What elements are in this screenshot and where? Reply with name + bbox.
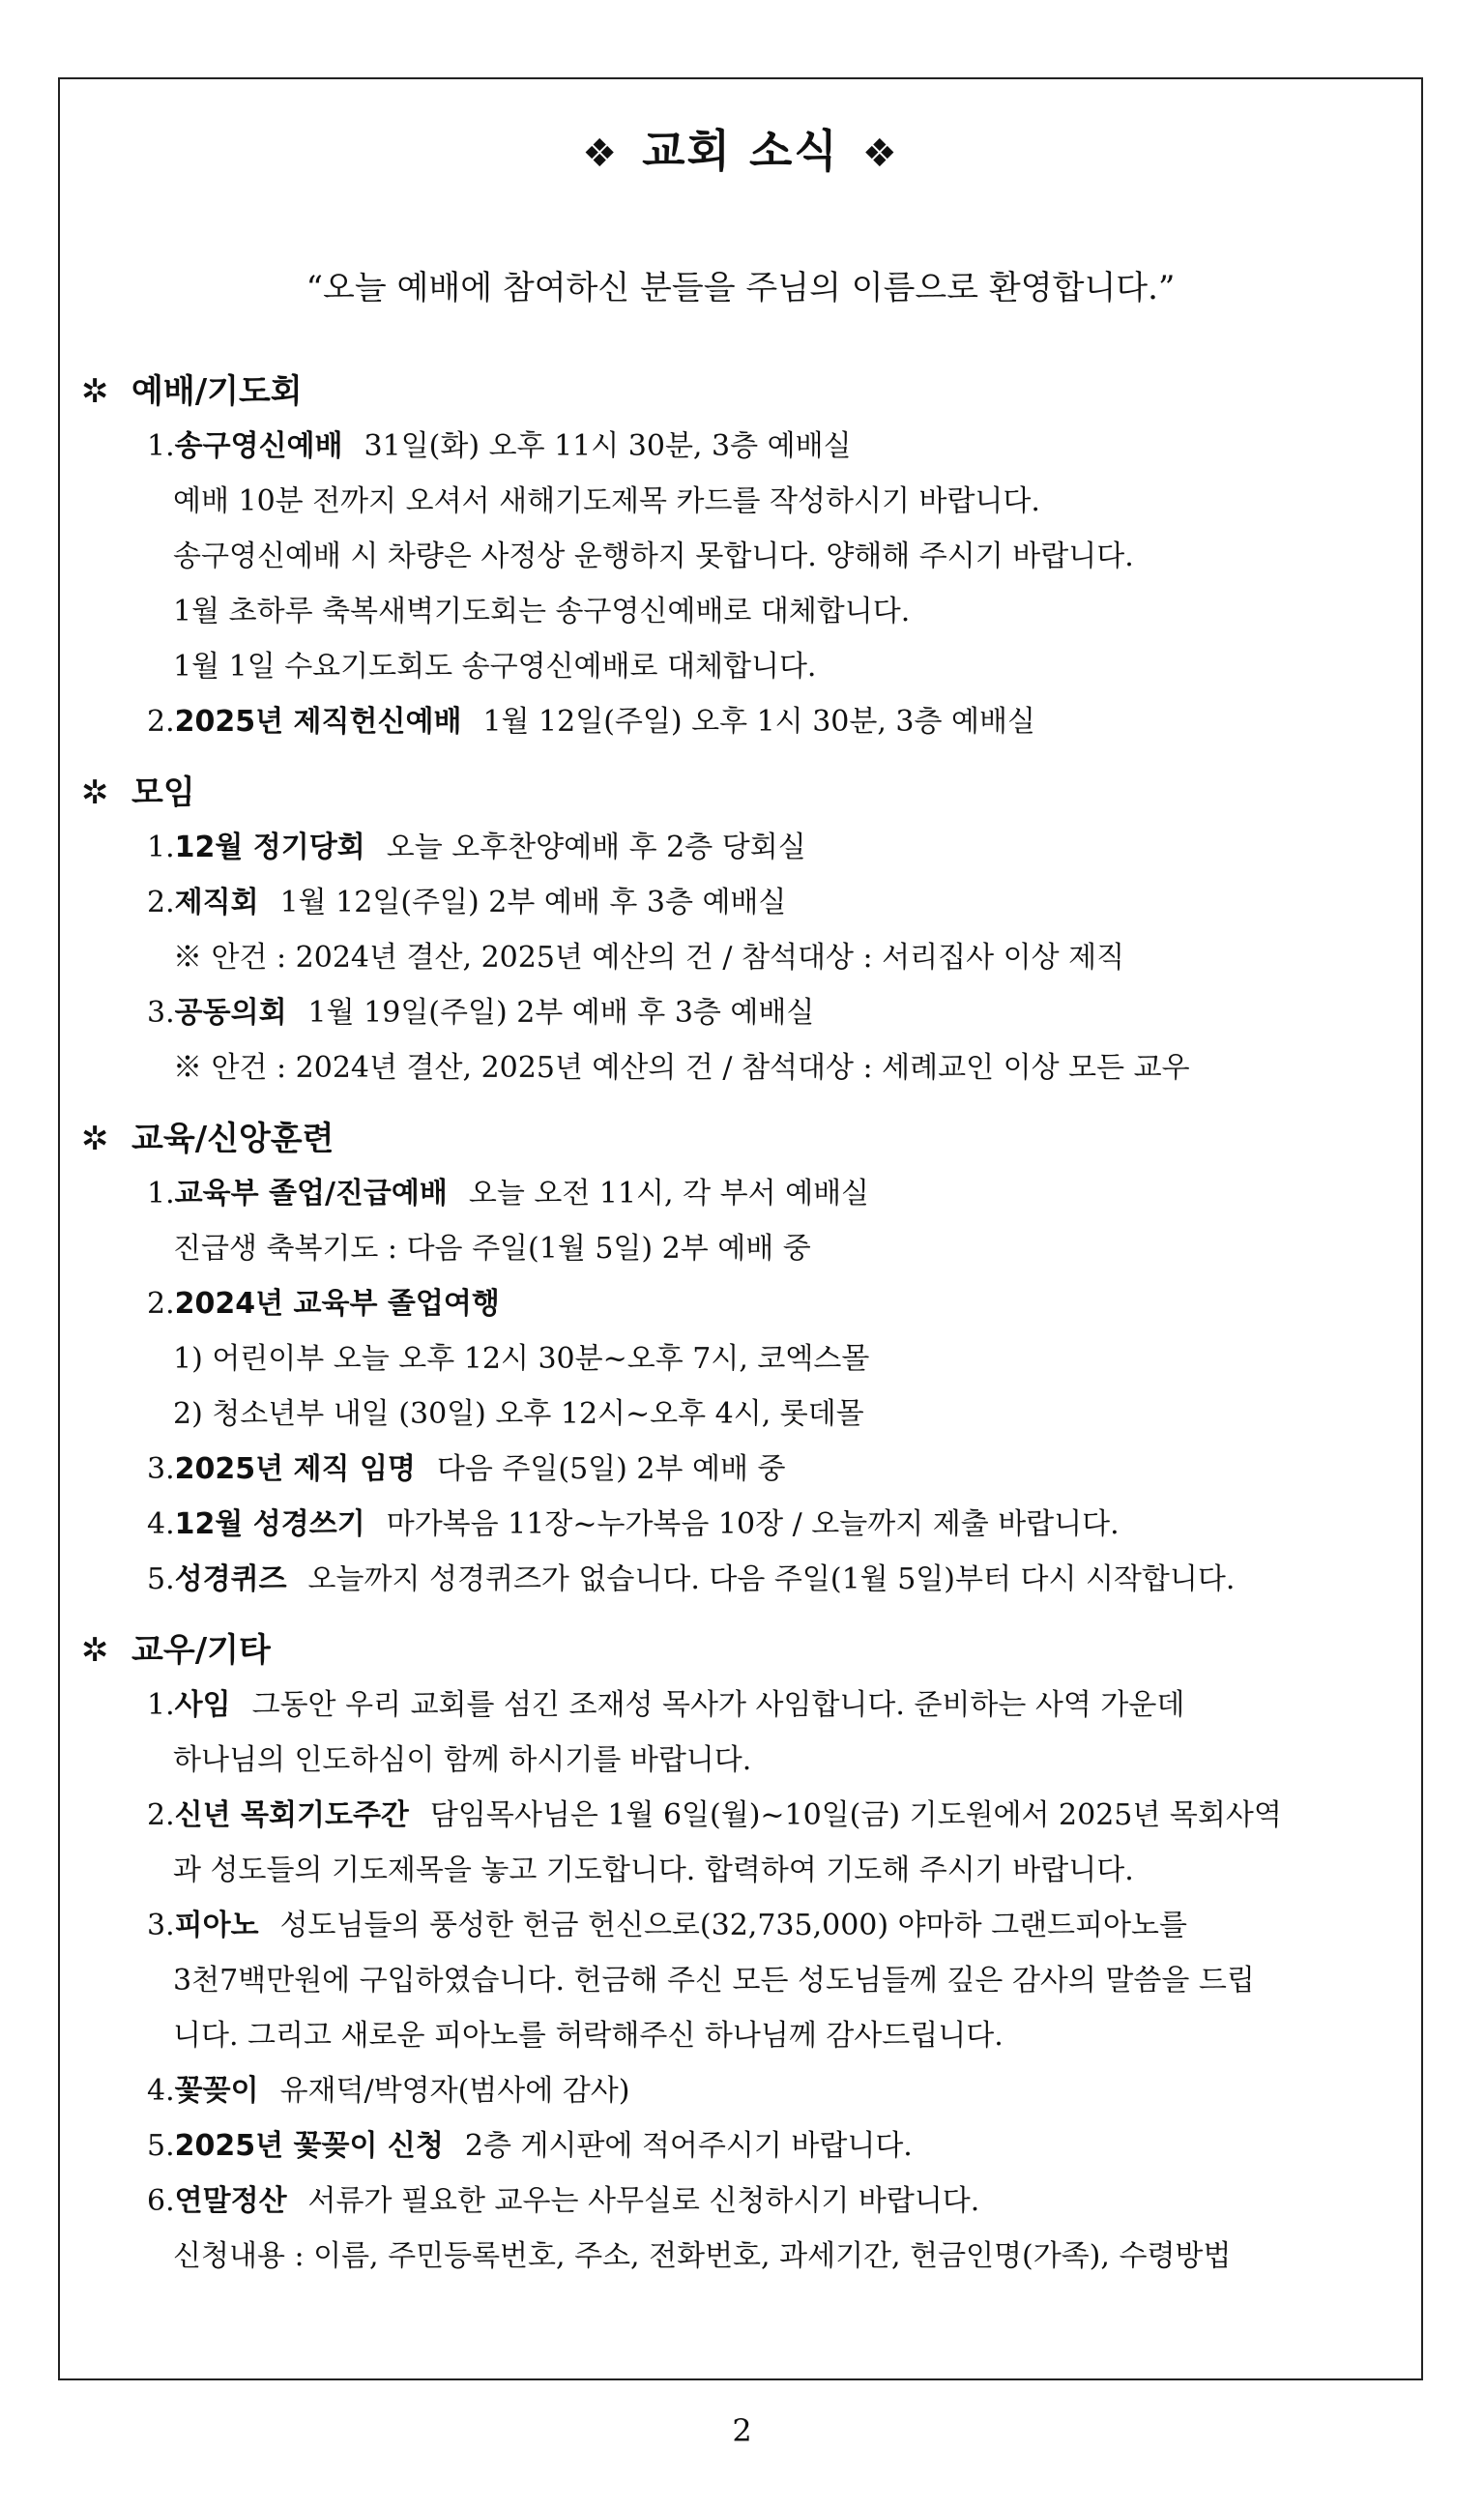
item-text: 담임목사님은 1월 6일(월)~10일(금) 기도원에서 2025년 목회사역 xyxy=(429,1798,1282,1832)
news-item xyxy=(81,694,1406,749)
item-number: 4. xyxy=(147,1507,175,1541)
item-text: 오늘까지 성경퀴즈가 없습니다. 다음 주일(1월 5일)부터 다시 시작합니다. xyxy=(307,1562,1236,1596)
bulletin-frame xyxy=(58,77,1423,2380)
item-label: 2024년 교육부 졸업여행 xyxy=(174,1287,500,1321)
item-detail-line: ※ 안건 : 2024년 결산, 2025년 예산의 건 / 참석대상 : 세례교인 이상 모든 교우 xyxy=(173,1051,1190,1085)
diamond-ornament-icon: ❖ xyxy=(861,131,899,176)
item-text: 2층 게시판에 적어주시기 바랍니다. xyxy=(464,2129,913,2163)
page-number: 2 xyxy=(732,2412,752,2449)
news-item xyxy=(81,1552,1406,1607)
item-label: 신년 목회기도주간 xyxy=(174,1798,409,1832)
section-3 xyxy=(81,1112,1406,1607)
section-2 xyxy=(81,766,1406,1095)
item-detail-line: 과 성도들의 기도제목을 놓고 기도합니다. 합력하여 기도해 주시기 바랍니다. xyxy=(173,1853,1134,1887)
item-detail-line: 니다. 그리고 새로운 피아노를 허락해주신 하나님께 감사드립니다. xyxy=(173,2019,1004,2053)
section-heading xyxy=(81,766,1406,820)
item-detail-line: 하나님의 인도하심이 함께 하시기를 바랍니다. xyxy=(173,1743,752,1777)
item-label: 제직회 xyxy=(174,886,259,919)
item-detail-line: 1) 어린이부 오늘 오후 12시 30분~오후 7시, 코엑스몰 xyxy=(173,1342,870,1376)
item-detail-line: 3천7백만원에 구입하였습니다. 헌금해 주신 모든 성도님들께 깊은 감사의 말씀을 드립 xyxy=(173,1964,1255,1998)
item-detail-line: 예배 10분 전까지 오셔서 새해기도제목 카드를 작성하시기 바랍니다. xyxy=(173,484,1040,518)
news-item xyxy=(81,985,1406,1040)
item-text: 오늘 오후찬양예배 후 2층 당회실 xyxy=(386,831,806,864)
item-number: 2. xyxy=(147,886,175,919)
item-label: 2025년 제직 임명 xyxy=(174,1452,416,1486)
item-number: 3. xyxy=(147,1909,175,1942)
item-number: 2. xyxy=(147,1798,175,1832)
item-number: 5. xyxy=(147,1562,175,1596)
item-text: 유재덕/박영자(범사에 감사) xyxy=(279,2074,630,2108)
section-title: 모임 xyxy=(131,773,195,812)
news-item xyxy=(81,1442,1406,1497)
section-heading xyxy=(81,365,1406,419)
news-item xyxy=(81,2118,1406,2173)
item-label: 2025년 제직헌신예배 xyxy=(174,705,462,739)
section-title: 교육/신앙훈련 xyxy=(131,1120,335,1158)
title-text: 교회 소식 xyxy=(642,125,839,177)
item-text: 서류가 필요한 교우는 사무실로 신청하시기 바랍니다. xyxy=(307,2184,980,2218)
item-label: 피아노 xyxy=(174,1909,259,1942)
news-item xyxy=(81,1678,1406,1733)
section-heading xyxy=(81,1112,1406,1166)
item-label: 꽃꽂이 xyxy=(174,2074,259,2108)
item-number: 2. xyxy=(147,705,175,739)
item-text: 마가복음 11장~누가복음 10장 / 오늘까지 제출 바랍니다. xyxy=(386,1507,1120,1541)
section-title: 교우/기타 xyxy=(131,1631,271,1670)
section-1 xyxy=(81,365,1406,749)
item-text: 1월 12일(주일) 오후 1시 30분, 3층 예배실 xyxy=(482,705,1035,739)
diamond-ornament-icon: ❖ xyxy=(582,131,620,176)
item-text: 오늘 오전 11시, 각 부서 예배실 xyxy=(468,1177,870,1211)
item-label: 12월 성경쓰기 xyxy=(174,1507,365,1541)
news-item xyxy=(81,1788,1406,1843)
item-label: 공동의회 xyxy=(174,996,287,1030)
news-item xyxy=(81,1898,1406,1953)
item-label: 연말정산 xyxy=(174,2184,287,2218)
item-number: 6. xyxy=(147,2184,175,2218)
section-4 xyxy=(81,1623,1406,2284)
item-number: 1. xyxy=(147,1688,175,1722)
item-detail-line: 1월 초하루 축복새벽기도회는 송구영신예배로 대체합니다. xyxy=(173,595,911,628)
item-detail-line: 신청내용 : 이름, 주민등록번호, 주소, 전화번호, 과세기간, 헌금인명(가족), 수령방법 xyxy=(173,2239,1232,2273)
news-item xyxy=(81,2063,1406,2118)
item-number: 1. xyxy=(147,1177,175,1211)
star-bullet-icon: ✲ xyxy=(81,773,109,812)
item-label: 2025년 꽃꽂이 신청 xyxy=(174,2129,444,2163)
item-label: 송구영신예배 xyxy=(174,429,343,463)
star-bullet-icon: ✲ xyxy=(81,1631,109,1670)
news-item xyxy=(81,2173,1406,2229)
news-item xyxy=(81,1497,1406,1552)
page-title xyxy=(60,116,1421,180)
news-item xyxy=(81,1166,1406,1221)
item-text: 31일(화) 오후 11시 30분, 3층 예배실 xyxy=(364,429,852,463)
item-detail-line: 송구영신예배 시 차량은 사정상 운행하지 못합니다. 양해해 주시기 바랍니다. xyxy=(173,540,1134,573)
news-item xyxy=(81,875,1406,930)
item-label: 12월 정기당회 xyxy=(174,831,365,864)
star-bullet-icon: ✲ xyxy=(81,372,109,411)
welcome-message: “오늘 예배에 참여하신 분들을 주님의 이름으로 환영합니다.” xyxy=(306,269,1176,307)
item-number: 3. xyxy=(147,1452,175,1486)
item-label: 교육부 졸업/진급예배 xyxy=(174,1177,448,1211)
item-text: 다음 주일(5일) 2부 예배 중 xyxy=(436,1452,786,1486)
item-label: 사임 xyxy=(174,1688,231,1722)
item-number: 2. xyxy=(147,1287,175,1321)
item-detail-line: 2) 청소년부 내일 (30일) 오후 12시~오후 4시, 롯데몰 xyxy=(173,1397,864,1431)
item-text: 1월 19일(주일) 2부 예배 후 3층 예배실 xyxy=(307,996,815,1030)
star-bullet-icon: ✲ xyxy=(81,1120,109,1158)
item-number: 1. xyxy=(147,429,175,463)
item-text: 1월 12일(주일) 2부 예배 후 3층 예배실 xyxy=(279,886,787,919)
news-item xyxy=(81,1276,1406,1331)
news-item xyxy=(81,419,1406,474)
news-item xyxy=(81,820,1406,875)
item-detail-line: 진급생 축복기도 : 다음 주일(1월 5일) 2부 예배 중 xyxy=(173,1232,811,1266)
item-number: 1. xyxy=(147,831,175,864)
news-content xyxy=(81,365,1406,2300)
item-number: 5. xyxy=(147,2129,175,2163)
item-label: 성경퀴즈 xyxy=(174,1562,287,1596)
item-detail-line: ※ 안건 : 2024년 결산, 2025년 예산의 건 / 참석대상 : 서리집사 이상 제직 xyxy=(173,941,1125,975)
section-heading xyxy=(81,1623,1406,1678)
item-detail-line: 1월 1일 수요기도회도 송구영신예배로 대체합니다. xyxy=(173,650,817,684)
item-number: 4. xyxy=(147,2074,175,2108)
section-title: 예배/기도회 xyxy=(131,372,303,411)
item-number: 3. xyxy=(147,996,175,1030)
item-text: 성도님들의 풍성한 헌금 헌신으로(32,735,000) 야마하 그랜드피아노를 xyxy=(279,1909,1187,1942)
item-text: 그동안 우리 교회를 섬긴 조재성 목사가 사임합니다. 준비하는 사역 가운데 xyxy=(251,1688,1185,1722)
